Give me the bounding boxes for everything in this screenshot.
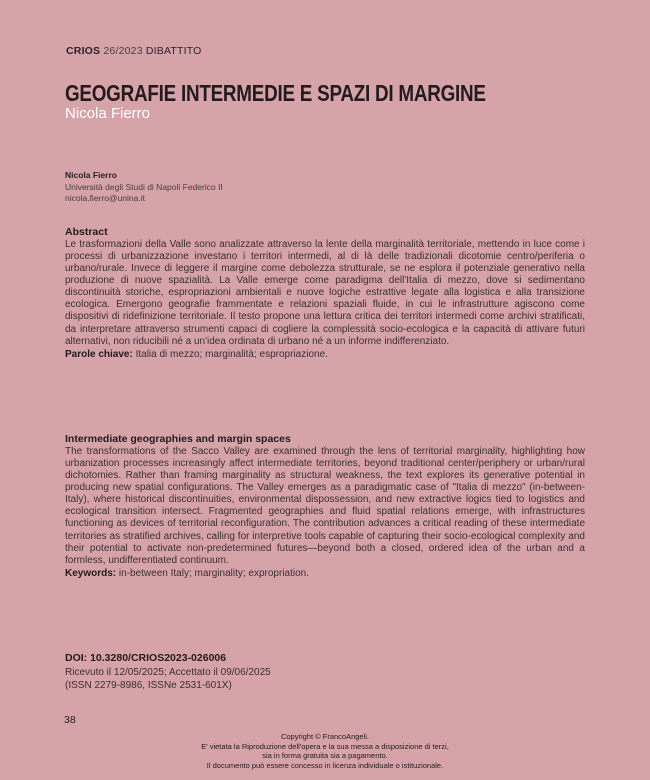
doi[interactable]: DOI: 10.3280/CRIOS2023-026006 bbox=[65, 652, 227, 664]
author-name: Nicola Fierro bbox=[65, 170, 117, 180]
author-email[interactable]: nicola.fierro@unina.it bbox=[65, 193, 145, 203]
page-number: 38 bbox=[64, 714, 76, 726]
keywords-label: Parole chiave: bbox=[65, 348, 133, 360]
journal-name: CRIOS bbox=[66, 45, 101, 57]
article-title: GEOGRAFIE INTERMEDIE E SPAZI DI MARGINE bbox=[65, 80, 486, 106]
section-name: DIBATTITO bbox=[145, 45, 202, 57]
issn: (ISSN 2279-8986, ISSNe 2531-601X) bbox=[65, 679, 232, 691]
abstract-heading: Abstract bbox=[65, 226, 108, 238]
abstract-italian bbox=[65, 226, 585, 361]
copyright-notice bbox=[150, 732, 500, 770]
copyright-line-4: Il documento può essere concesso in licenza individuale o istituzionale. bbox=[206, 760, 444, 770]
abstract-text: Le trasformazioni della Valle sono analizzate attraverso la lente della marginalità territoriale, mettendo in luce come i processi di urbanizzazione investano i territori intermedi, al di là delle tradizionali dicotomie centro/periferia o urbano/rurale. Invece di leggere il margine come debolezza strutturale, se ne esplora il potenziale generativo nella produzione di nuove spazialità. La Valle emerge come paradigma dell'Italia di mezzo, dove si sedimentano discontinuità storiche, espropriazioni ambientali e nuove logiche estrattive legate alla logistica e alla transizione ecologica. Emergono geografie frammentate e relazioni spaziali fluide, in cui le infrastrutture agiscono come dispositivi di ridefinizione territoriale. Il testo propone una lettura critica dei territori intermedi come archivi stratificati, da interpretare attraverso strumenti capaci di cogliere la complessità socio-ecologica e la capacità di attivare futuri alternativi, non riducibili né a un'idea ordinata di urbano né a un informe indifferenziato. bbox=[65, 238, 585, 347]
keywords-list-en: in-between Italy; marginality; expropriation. bbox=[118, 568, 309, 580]
running-header bbox=[66, 45, 202, 57]
author-byline: Nicola Fierro bbox=[65, 105, 151, 122]
copyright-line-1: Copyright © FrancoAngeli. bbox=[280, 732, 370, 741]
copyright-line-3: sia in forma gratuita sia a pagamento. bbox=[262, 751, 388, 760]
keywords-line bbox=[65, 349, 585, 361]
abstract-english bbox=[65, 433, 585, 580]
abstract-heading-en: Intermediate geographies and margin spaces bbox=[65, 433, 291, 445]
keywords-line-en bbox=[65, 568, 585, 580]
abstract-text-en: The transformations of the Sacco Valley are examined through the lens of territorial marginality, highlighting how urbanization processes increasingly affect intermediate territories, beyond traditional center/periphery or urban/rural dichotomies. Rather than framing marginality as structural weakness, the text explores its generative potential in producing new spatial configurations. The Valley emerges as a paradigmatic case of "Italia di mezzo" (in-between-Italy), where historical discontinuities, environmental dispossession, and new extractive logics tied to logistics and ecological transition intersect. Fragmented geographies and fluid spatial relations emerge, with infrastructures functioning as devices of territorial reconfiguration. The contribution advances a critical reading of these intermediate territories as stratified archives, calling for interpretive tools capable of capturing their socio-ecological complexity and their potential to activate non-predetermined futures—beyond both a closed, ordered idea of the urban and a formless, undifferentiated continuum. bbox=[65, 445, 585, 566]
keywords-label-en: Keywords: bbox=[65, 568, 117, 580]
journal-issue: 26/2023 bbox=[103, 45, 143, 57]
author-university: Università degli Studi di Napoli Federico II bbox=[65, 181, 223, 192]
keywords-list: Italia di mezzo; marginalità; espropriazione. bbox=[135, 348, 328, 360]
author-affiliation bbox=[65, 170, 223, 205]
submission-info bbox=[65, 667, 271, 692]
copyright-line-2: E' vietata la Riproduzione dell'opera e la sua messa a disposizione di terzi, bbox=[201, 741, 449, 751]
received-accepted-dates: Ricevuto il 12/05/2025; Accettato il 09/06/2025 bbox=[65, 667, 271, 678]
